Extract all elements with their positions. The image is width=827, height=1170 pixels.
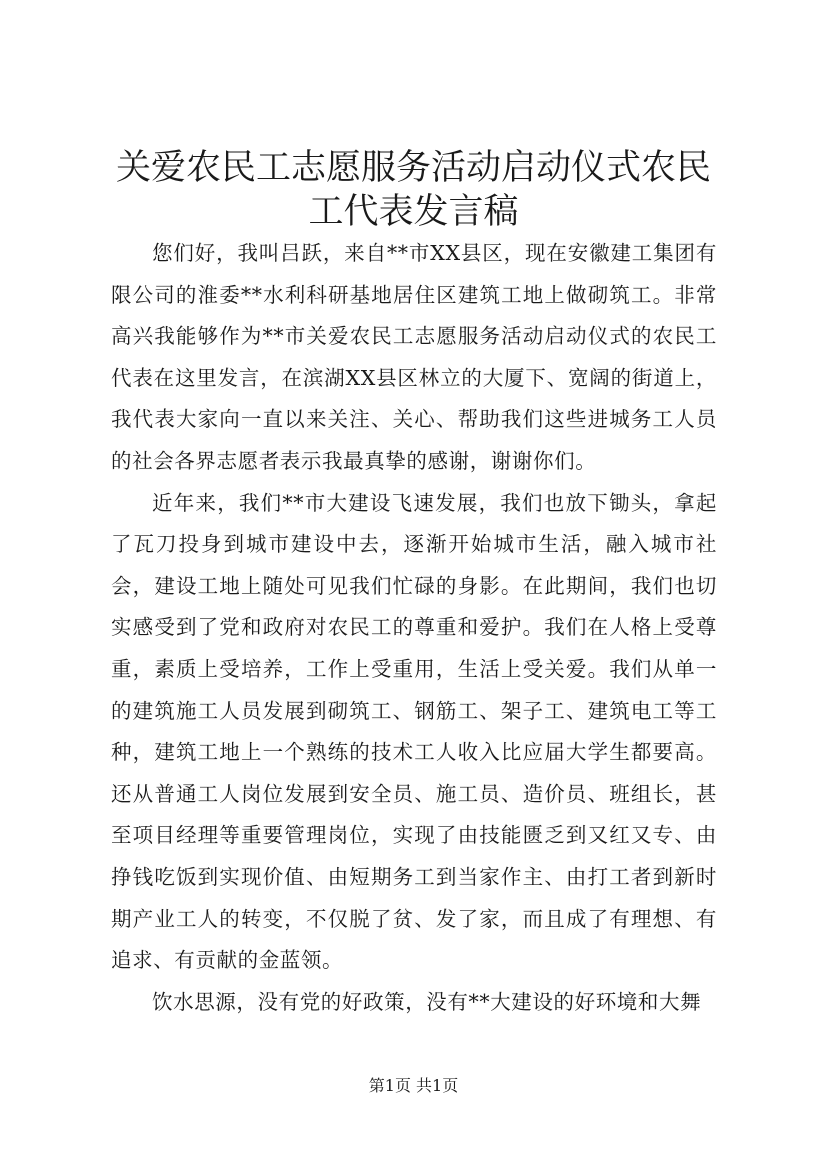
paragraph-2: 近年来，我们**市大建设飞速发展，我们也放下锄头，拿起了瓦刀投身到城市建设中去，逐渐开始城市生活，融入城市社会，建设工地上随处可见我们忙碌的身影。在此期间，我们也切实感受到了党和政府对农民工的尊重和爱护。我们在人格上受尊重，素质上受培养，工作上受重用，生活上受关爱。我们从单一的建筑施工人员发展到砌筑工、钢筋工、架子工、建筑电工等工种，建筑工地上一个熟练的技术工人收入比应届大学生都要高。还从普通工人岗位发展到安全员、施工员、造价员、班组长，甚至项目经理等重要管理岗位，实现了由技能匮乏到又红又专、由挣钱吃饭到实现价值、由短期务工到当家作主、由打工者到新时期产业工人的转变，不仅脱了贫、发了家，而且成了有理想、有追求、有贡献的金蓝领。 <box>111 490 717 973</box>
paragraph-1: 您们好，我叫吕跃，来自**市XX县区，现在安徽建工集团有限公司的淮委**水利科研基地居住区建筑工地上做砌筑工。非常高兴我能够作为**市关爱农民工志愿服务活动启动仪式的农民工代表在这里发言，在滨湖XX县区林立的大厦下、宽阔的街道上，我代表大家向一直以来关注、关心、帮助我们这些进城务工人员的社会各界志愿者表示我最真挚的感谢，谢谢你们。 <box>111 241 717 473</box>
document-body <box>111 233 717 1023</box>
page-footer: 第1页 共1页 <box>368 1076 459 1095</box>
document-title: 关爱农民工志愿服务活动启动仪式农民工代表发言稿 <box>115 148 711 232</box>
paragraph-3: 饮水思源，没有党的好政策，没有**大建设的好环境和大舞 <box>152 989 702 1014</box>
